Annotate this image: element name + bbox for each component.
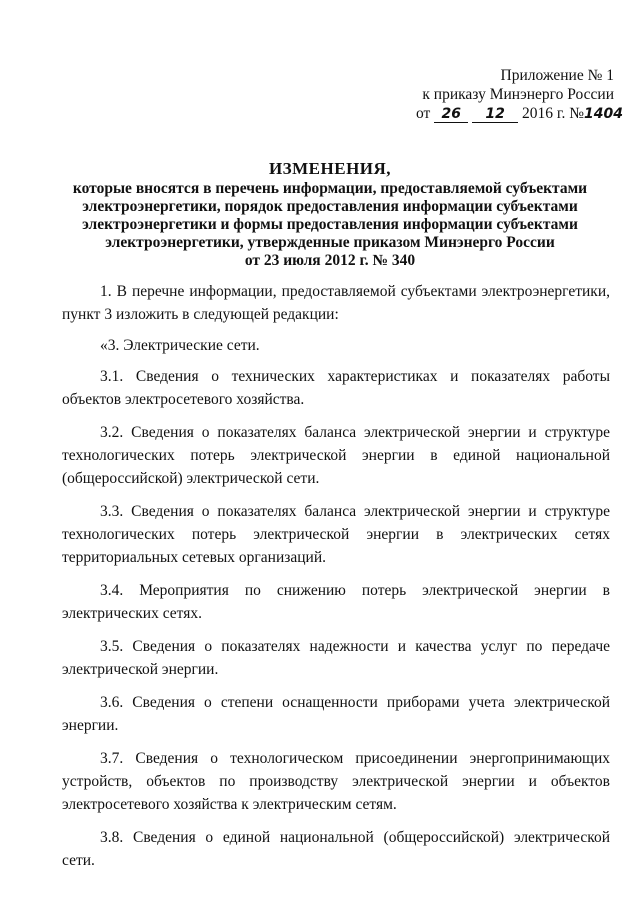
title-line: электроэнергетики, утвержденные приказом Минэнерго России bbox=[105, 234, 555, 251]
appendix-from-prefix: от bbox=[416, 105, 431, 122]
appendix-order-ref: к приказу Минэнерго России bbox=[422, 86, 614, 103]
title-line: которые вносятся в перечень информации, предоставляемой субъектами bbox=[72, 180, 588, 197]
appendix-year: 2016 г. № bbox=[521, 105, 584, 122]
title-heading: ИЗМЕНЕНИЯ, bbox=[268, 159, 392, 178]
paragraph: 3.2. Сведения о показателях баланса электрической энергии и структуре технологических потерь электрической энергии в единой национальной (общероссийской) электрической сети. bbox=[62, 424, 610, 487]
document-title bbox=[60, 158, 600, 270]
paragraph: 3.6. Сведения о степени оснащенности приборами учета электрической энергии. bbox=[62, 694, 610, 734]
title-line: электроэнергетики и формы предоставления информации субъектами bbox=[82, 216, 578, 233]
appendix-date-line bbox=[384, 104, 623, 123]
title-line: от 23 июля 2012 г. № 340 bbox=[244, 252, 416, 269]
paragraph: «3. Электрические сети. bbox=[100, 337, 260, 354]
handwritten-day: 26 bbox=[434, 106, 468, 123]
paragraph: 3.1. Сведения о технических характеристиках и показателях работы объектов электросетевого хозяйства. bbox=[62, 368, 610, 408]
paragraph: 3.8. Сведения о единой национальной (общероссийской) электрической сети. bbox=[62, 829, 610, 869]
title-line: электроэнергетики, порядок предоставления информации субъектами bbox=[82, 198, 578, 215]
paragraph: 3.5. Сведения о показателях надежности и качества услуг по передаче электрической энергии. bbox=[62, 638, 610, 678]
appendix-number: Приложение № 1 bbox=[500, 67, 614, 84]
handwritten-order-number: 1404 bbox=[584, 106, 623, 122]
appendix-header bbox=[384, 66, 623, 123]
paragraph: 3.4. Мероприятия по снижению потерь электрической энергии в электрических сетях. bbox=[62, 582, 610, 622]
paragraph: 3.3. Сведения о показателях баланса электрической энергии и структуре технологических потерь электрической энергии в электрических сетях территориальных сетевых организаций. bbox=[62, 503, 610, 566]
document-body bbox=[62, 280, 610, 882]
handwritten-month: 12 bbox=[472, 106, 518, 123]
paragraph: 1. В перечне информации, предоставляемой субъектами электроэнергетики, пункт 3 изложить в следующей редакции: bbox=[62, 283, 610, 323]
paragraph: 3.7. Сведения о технологическом присоединении энергопринимающих устройств, объектов по производству электрической энергии и объектов электросетевого хозяйства к электрическим сетям. bbox=[62, 750, 610, 813]
